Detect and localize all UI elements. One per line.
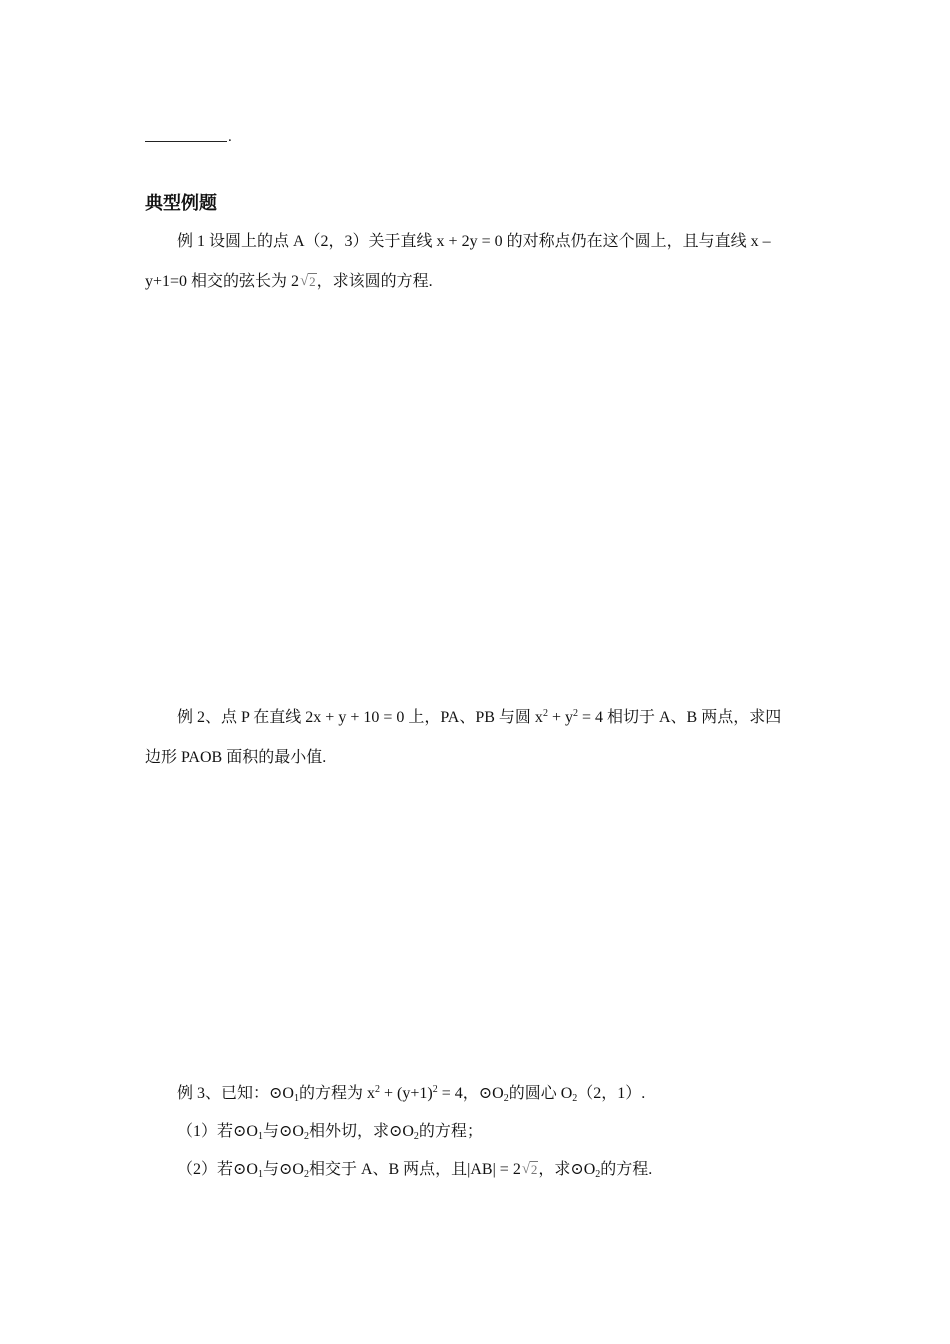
question2-text: 的方程.: [600, 1161, 653, 1178]
example1-line2-end: ，求该圆的方程.: [316, 273, 433, 290]
subscript: 2: [303, 1131, 309, 1142]
example2-line1: [177, 704, 781, 727]
question1-text: 与⊙O: [262, 1123, 304, 1140]
subscript: 1: [257, 1169, 263, 1180]
subscript: 2: [572, 1093, 578, 1104]
answer-blank: [145, 126, 227, 142]
example3-question2: [177, 1156, 652, 1180]
section-heading: 典型例题: [145, 193, 217, 214]
question2-text: 相交于 A、B 两点，且|AB| = 2: [308, 1161, 521, 1178]
question1-text: 的方程；: [418, 1123, 483, 1140]
example3-text: 的方程为 x: [298, 1085, 375, 1102]
exponent: 2: [432, 1084, 438, 1095]
example3-text: 例 3、已知：⊙O: [177, 1085, 294, 1102]
example2-text-b: + y: [547, 709, 573, 726]
example3-intro: [177, 1080, 645, 1104]
example3-question1: [177, 1118, 483, 1142]
question2-text: ，求⊙O: [538, 1161, 596, 1178]
sqrt-radicand: 2: [309, 274, 316, 289]
question1-text: （1）若⊙O: [177, 1123, 258, 1140]
exponent: 2: [542, 708, 548, 719]
sqrt-symbol: √ 2: [521, 1161, 538, 1177]
question1-text: 相外切，求⊙O: [308, 1123, 414, 1140]
question2-text: （2）若⊙O: [177, 1161, 258, 1178]
example2-text-a: 例 2、点 P 在直线 2x + y + 10 = 0 上，PA、PB 与圆 x: [177, 709, 543, 726]
blank-period: .: [228, 129, 232, 145]
question2-text: 与⊙O: [262, 1161, 304, 1178]
exponent: 2: [374, 1084, 380, 1095]
subscript: 1: [293, 1093, 299, 1104]
example1-line2: [145, 268, 433, 291]
subscript: 2: [303, 1169, 309, 1180]
sqrt-symbol: √ 2: [300, 273, 316, 289]
example2-line2: 边形 PAOB 面积的最小值.: [145, 749, 327, 766]
example1-line2-text: y+1=0 相交的弦长为 2: [145, 273, 300, 290]
subscript: 2: [595, 1169, 601, 1180]
example2-text-c: = 4 相切于 A、B 两点，求四: [577, 709, 782, 726]
subscript: 2: [503, 1093, 509, 1104]
subscript: 2: [413, 1131, 419, 1142]
subscript: 1: [257, 1131, 263, 1142]
example3-text: 的圆心 O: [508, 1085, 573, 1102]
sqrt-radicand: 2: [530, 1162, 538, 1177]
example1-line1: 例 1 设圆上的点 A（2，3）关于直线 x + 2y = 0 的对称点仍在这个圆上，且与直线 x –: [177, 233, 771, 250]
example3-text: + (y+1): [379, 1085, 433, 1102]
example3-text: = 4，⊙O: [437, 1085, 504, 1102]
example3-text: （2，1）.: [577, 1085, 646, 1102]
exponent: 2: [572, 708, 578, 719]
